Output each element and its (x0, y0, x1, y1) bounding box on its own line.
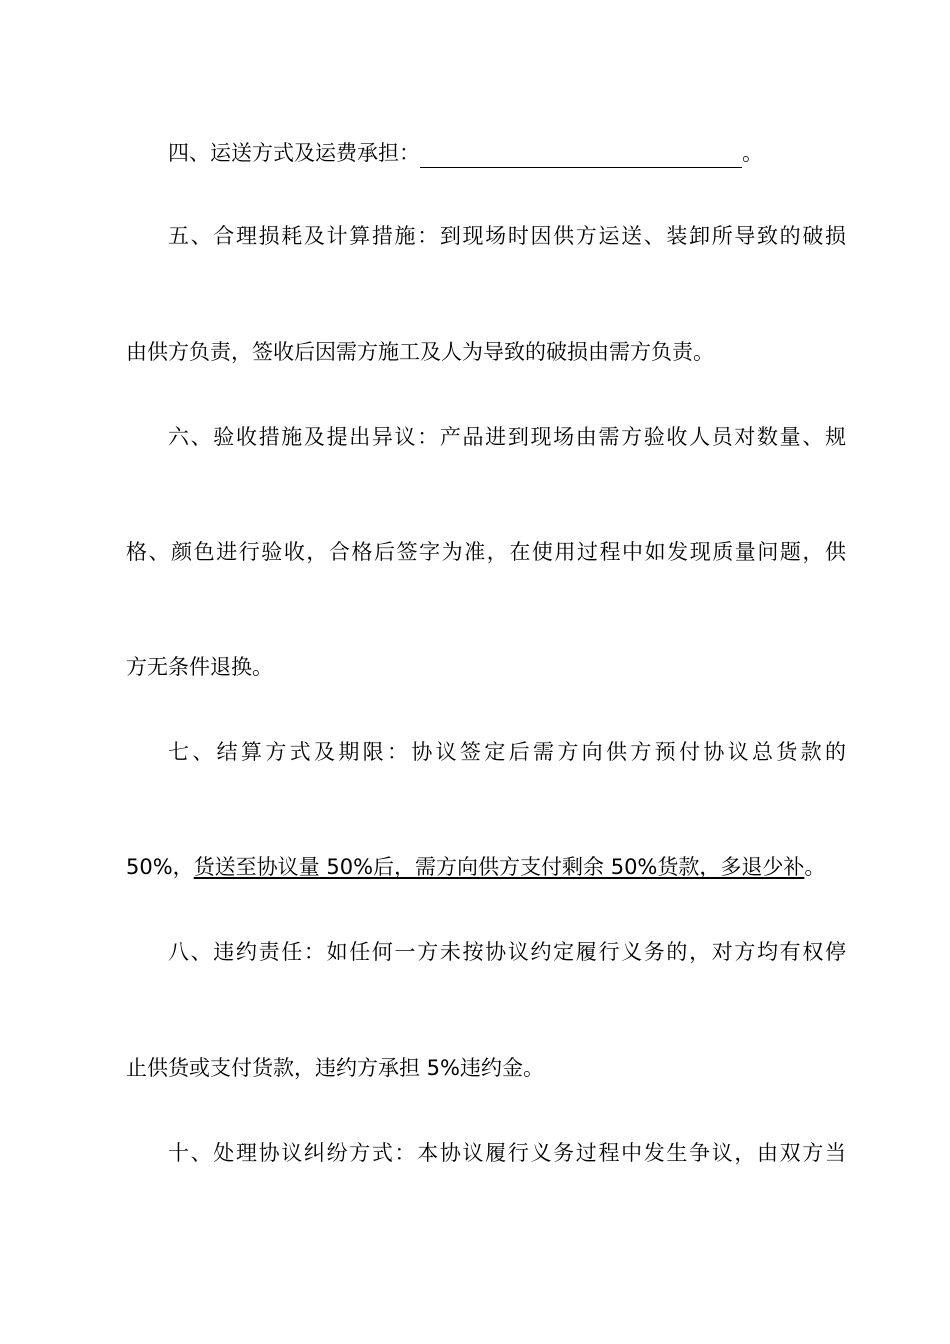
section-5-line-2: 由供方负责，签收后因需方施工及人为导致的破损由需方负责。 (126, 340, 714, 364)
section-4-transport (168, 138, 846, 168)
section-7-underlined-terms: 货送至协议量 50%后，需方向供方支付剩余 50%货款，多退少补 (193, 855, 805, 879)
section-4-label: 四、运送方式及运费承担： (168, 141, 420, 165)
section-6-line-3: 方无条件退换。 (126, 655, 273, 679)
section-8-line-2: 止供货或支付货款，违约方承担 5%违约金。 (126, 1056, 544, 1080)
section-10-line-1: 十、处理协议纠纷方式：本协议履行义务过程中发生争议，由双方当 (168, 1141, 846, 1165)
section-7-percent: 50%， (126, 855, 194, 879)
section-6-line-2: 格、颜色进行验收，合格后签字为准，在使用过程中如发现质量问题，供 (126, 540, 846, 564)
section-7-line-2 (126, 852, 846, 882)
section-7-end: 。 (804, 855, 826, 879)
section-6-line-1: 六、验收措施及提出异议：产品进到现场由需方验收人员对数量、规 (168, 425, 846, 449)
section-5-line-1: 五、合理损耗及计算措施：到现场时因供方运送、装卸所导致的破损 (168, 224, 846, 248)
transport-fill-blank[interactable] (420, 143, 742, 168)
section-7-line-1: 七、结算方式及期限：协议签定后需方向供方预付协议总货款的 (168, 740, 846, 764)
section-8-line-1: 八、违约责任：如任何一方未按协议约定履行义务的，对方均有权停 (168, 940, 846, 964)
section-4-end: 。 (742, 141, 763, 165)
